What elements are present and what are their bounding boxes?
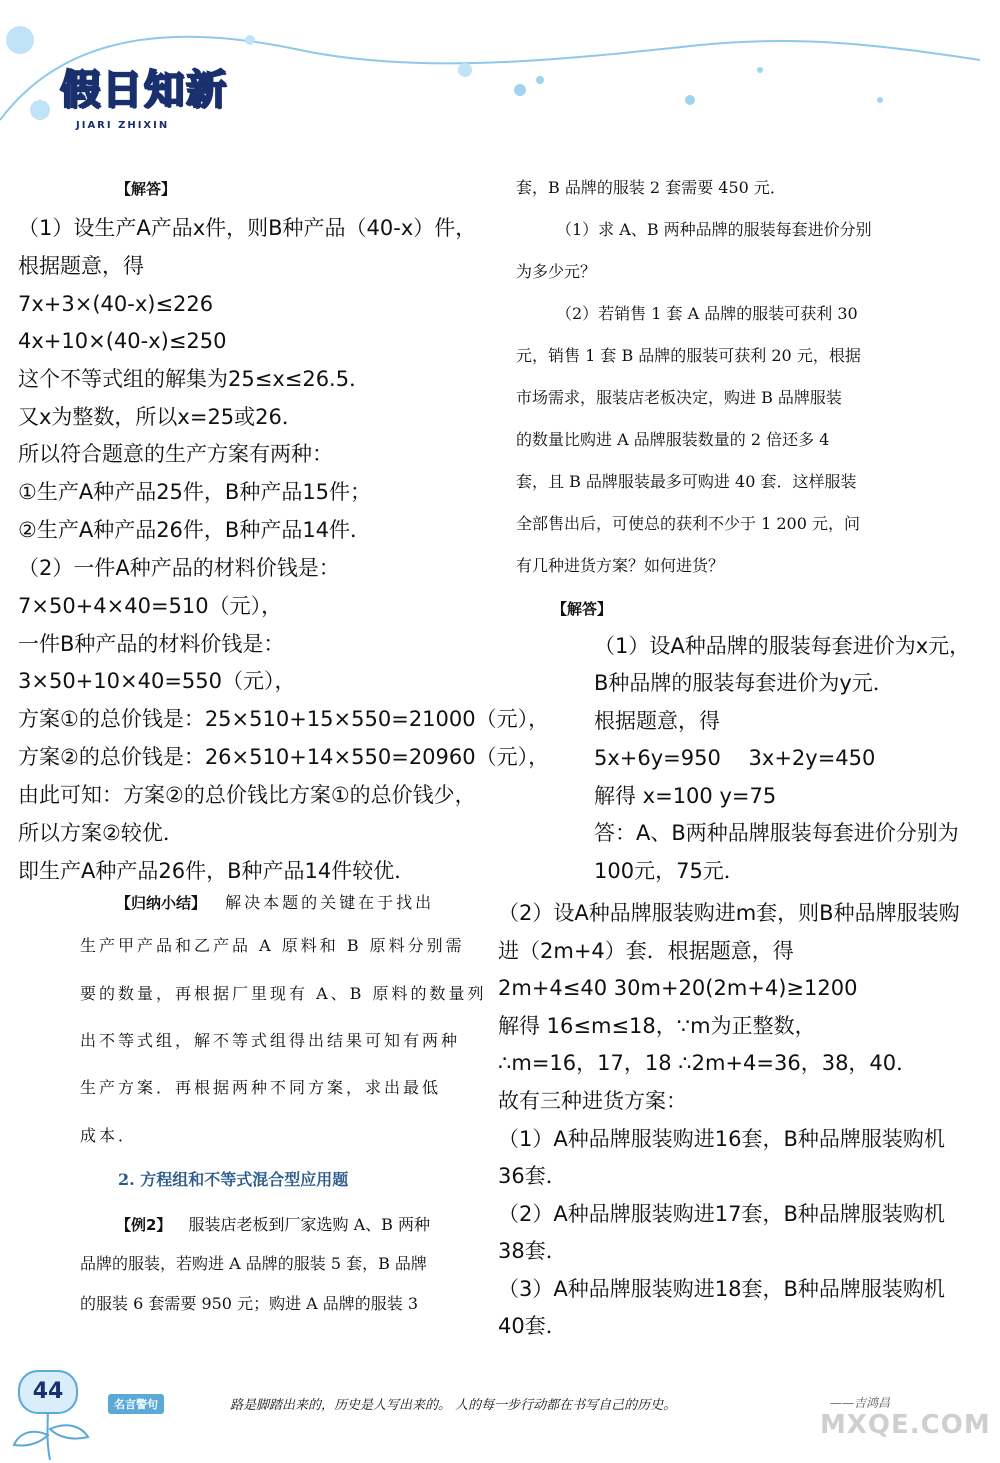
problem-line: 市场需求，服装店老板决定，购进 B 品牌服装 [516,388,842,407]
summary-text: 解决本题的关键在于找出 [225,893,435,912]
left-line: 由此可知：方案②的总价钱比方案①的总价钱少， [18,783,476,807]
problem-line: （1）求 A、B 两种品牌的服装每套进价分别 [556,220,872,239]
header-title [60,58,228,115]
problem-line: 的数量比购进 A 品牌服装数量的 2 倍还多 4 [516,430,830,449]
example-first-line [116,1214,430,1235]
title-char: 日 [102,67,142,113]
title-char: 新 [186,67,226,113]
left-line: （1）设生产A产品x件，则B种产品（40-x）件， [18,216,477,240]
left-line: 3×50+10×40=550（元）， [18,669,296,693]
left-line: 这个不等式组的解集为25≤x≤26.5． [18,367,371,391]
left-line: 根据题意，得 [18,254,144,278]
summary-line: 生产方案．再根据两种不同方案，求出最低 [80,1078,442,1097]
answer-line: （2）设A种品牌服装购进m套，则B种品牌服装购 [498,901,960,925]
left-line: 又x为整数，所以x=25或26． [18,405,303,429]
answer-line: （2）A种品牌服装购进17套，B种品牌服装购机 [498,1202,945,1226]
example-text: 服装店老板到厂家选购 A、B 两种 [188,1215,431,1234]
problem-line: （2）若销售 1 套 A 品牌的服装可获利 30 [556,304,858,323]
answer-line: 根据题意，得 [594,709,720,733]
answer-line: （1）设A种品牌的服装每套进价为x元， [594,634,971,658]
left-answer-tag: 【解答】 [116,180,177,198]
answer-line: 2m+4≤40 30m+20(2m+4)≥1200 [498,976,858,1000]
answer-line: 进（2m+4）套．根据题意，得 [498,939,794,963]
problem-line: 为多少元？ [516,262,597,281]
watermark: MXQE.COM [820,1410,991,1440]
left-line: 4x+10×(40-x)≤250 [18,329,227,353]
example-line: 的服装 6 套需要 950 元；购进 A 品牌的服装 3 [80,1294,419,1313]
left-line: 7x+3×(40-x)≤226 [18,292,214,316]
answer-line: ∴m=16，17，18 ∴2m+4=36，38，40． [498,1051,918,1075]
summary-first-line [116,892,434,913]
page-number: 44 [18,1370,78,1414]
left-line: 7×50+4×40=510（元）， [18,594,283,618]
answer-line: 36套． [498,1164,567,1188]
left-line: ②生产A种产品26件，B种产品14件． [18,518,372,542]
summary-line: 成本． [80,1126,138,1145]
left-line: 方案②的总价钱是：26×510+14×550=20960（元）， [18,745,550,769]
summary-line: 生产甲产品和乙产品 A 原料和 B 原料分别需 [80,936,465,955]
problem-line: 元，销售 1 套 B 品牌的服装可获利 20 元，根据 [516,346,861,365]
answer-line: 38套． [498,1239,567,1263]
left-line: 即生产A种产品26件，B种产品14件较优． [18,859,416,883]
problem-line: 全部售出后，可使总的获利不少于 1 200 元，问 [516,514,860,533]
left-line: 所以符合题意的生产方案有两种： [18,442,333,466]
problem-line: 套，B 品牌的服装 2 套需要 450 元． [516,178,786,197]
motto-author: ——吉鸿昌 [830,1396,891,1410]
answer-line: 故有三种进货方案： [498,1089,687,1113]
left-line: （2）一件A种产品的材料价钱是： [18,556,340,580]
answer-line: 40套． [498,1314,567,1338]
motto-label: 名言警句 [108,1394,164,1414]
answer-line: 5x+6y=950 3x+2y=450 [594,746,876,770]
title-char: 知 [144,67,184,113]
header-subtitle: JIARI ZHIXIN [76,120,170,131]
motto-text: 路是脚踏出来的，历史是人写出来的。 人的每一步行动都在书写自己的历史。 [230,1398,677,1413]
answer-line: 解得 x=100 y=75 [594,784,777,808]
summary-line: 出不等式组，解不等式组得出结果可知有两种 [80,1031,461,1050]
left-line: 方案①的总价钱是：25×510+15×550=21000（元）， [18,707,550,731]
left-line: 所以方案②较优． [18,821,184,845]
example-tag: 【例2】 [116,1216,172,1234]
right-answer-tag: 【解答】 [552,600,613,618]
title-char: 假 [60,67,100,113]
problem-line: 有几种进货方案？如何进货？ [516,556,725,575]
section-title: 2. 方程组和不等式混合型应用题 [118,1170,349,1189]
answer-line: 100元，75元． [594,859,745,883]
answer-line: （1）A种品牌服装购进16套，B种品牌服装购机 [498,1127,945,1151]
summary-line: 要的数量，再根据厂里现有 A、B 原料的数量列 [80,984,487,1003]
answer-line: （3）A种品牌服装购进18套，B种品牌服装购机 [498,1277,945,1301]
summary-tag: 【归纳小结】 [116,894,207,912]
example-line: 品牌的服装，若购进 A 品牌的服装 5 套，B 品牌 [80,1254,427,1273]
answer-line: 解得 16≤m≤18，∵m为正整数， [498,1014,816,1038]
answer-line: B种品牌的服装每套进价为y元． [594,671,894,695]
left-line: ①生产A种产品25件，B种产品15件； [18,480,372,504]
left-line: 一件B种产品的材料价钱是： [18,632,285,656]
answer-line: 答：A、B两种品牌服装每套进价分别为 [594,821,959,845]
problem-line: 套，且 B 品牌服装最多可购进 40 套．这样服装 [516,472,857,491]
